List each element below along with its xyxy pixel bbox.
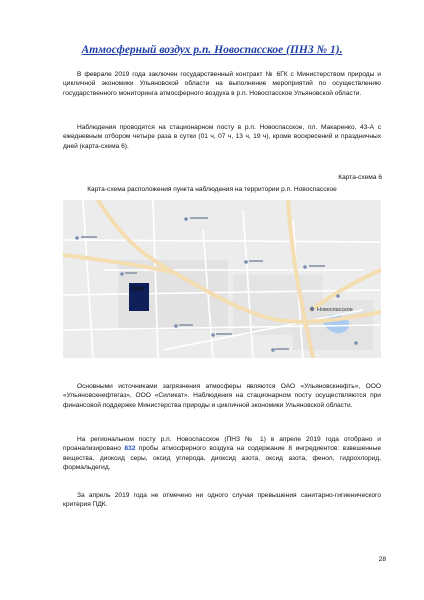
paragraph-conclusion: За апрель 2019 года не отмечено ни одного случая превышения санитарно-гигиенического критерия ПДК. bbox=[63, 492, 381, 509]
map-number-label: Карта-схема 6 bbox=[338, 174, 382, 181]
map-label-placeholder bbox=[216, 333, 232, 335]
location-map bbox=[63, 200, 381, 358]
map-graphic bbox=[63, 200, 381, 358]
map-label-placeholder bbox=[179, 324, 193, 326]
samples-text-before: На региональном посту р.п. Новоспасское (ПНЗ № 1) в апреле 2019 года отобрано и проанализировано bbox=[63, 436, 381, 453]
samples-text-after: пробы атмосферного воздуха на содержание 8 ингредиентов: взвешенные вещества, диоксид серы, оксид углерода, диоксид азота, оксид азота, фенол, гидрохлорид, формальдегид. bbox=[63, 445, 381, 472]
samples-count: 832 bbox=[124, 445, 136, 453]
paragraph-sources: Основными источниками загрязнения атмосферы являются ОАО «Ульяновскнефть», ООО «Ульяновскнефтегаз», ООО «Силикат». Наблюдения на стационарном посту осуществляются при финансовой поддержке Министерства природы и цикличной экономики Ульяновской области. bbox=[63, 383, 381, 409]
town-marker bbox=[310, 307, 314, 311]
town-label: Новоспасское bbox=[317, 307, 353, 313]
page-number: 28 bbox=[378, 556, 386, 563]
post-label: ПНЗ bbox=[131, 287, 144, 293]
paragraph-observations: Наблюдения проводятся на стационарном посту в р.п. Новоспасское, пл. Макаренко, 43-А с ежедневным отбором четыре раза в сутки (01 ч, 07 ч, 13 ч, 19 ч), кроме воскресений и праздничных дней (карта-схема 6). bbox=[63, 124, 381, 150]
map-label-placeholder bbox=[249, 260, 263, 262]
paragraph-samples bbox=[63, 435, 381, 473]
page-title: Атмосферный воздух р.п. Новоспасское (ПНЗ № 1). bbox=[81, 44, 343, 56]
map-label-placeholder bbox=[309, 265, 325, 267]
map-caption: Карта-схема расположения пункта наблюдения на территории р.п. Новоспасское bbox=[87, 186, 337, 193]
map-label-placeholder bbox=[190, 217, 208, 219]
map-label-placeholder bbox=[125, 272, 137, 274]
map-label-placeholder bbox=[81, 236, 97, 238]
paragraph-contract: В феврале 2019 года заключен государственный контракт № 6ГК с Министерством природы и цикличной экономики Ульяновской области на выполнение мероприятий по осуществлению государственного мониторинга атмосферного воздуха в р.п. Новоспасское Ульяновской области. bbox=[63, 71, 381, 97]
map-label-placeholder bbox=[275, 348, 289, 350]
